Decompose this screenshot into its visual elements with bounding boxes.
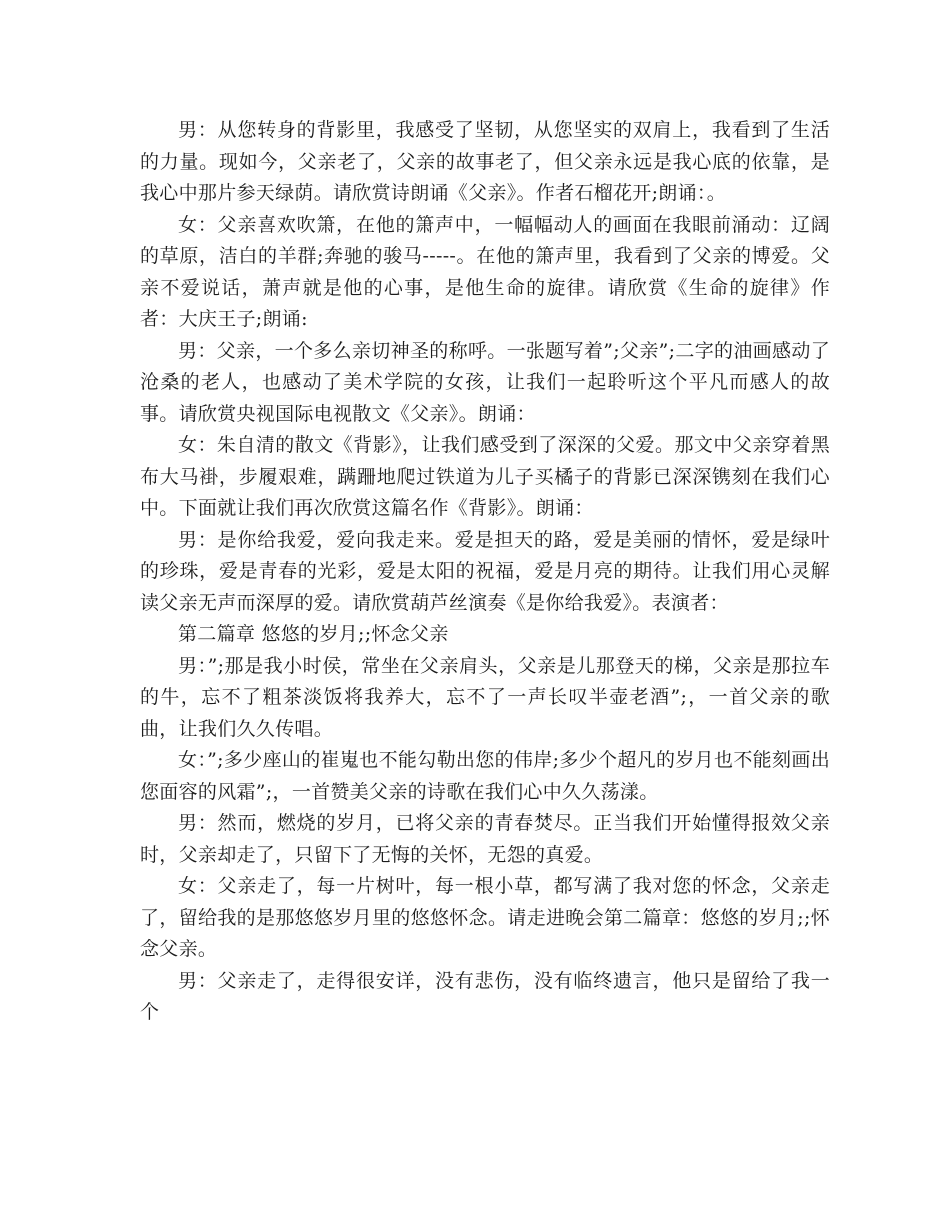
paragraph-male-6: 男：父亲走了，走得很安详，没有悲伤，没有临终遗言，他只是留给了我一个 (140, 969, 830, 1023)
document-body (140, 115, 830, 1029)
paragraph-female-2: 女：朱自清的散文《背影》，让我们感受到了深深的父爱。那文中父亲穿着黑布大马褂，步履艰难，蹒跚地爬过铁道为儿子买橘子的背影已深深镌刻在我们心中。下面就让我们再次欣赏这篇名作《背影》。朗诵： (140, 434, 830, 519)
paragraph-female-1: 女：父亲喜欢吹箫，在他的箫声中，一幅幅动人的画面在我眼前涌动：辽阔的草原，洁白的羊群;奔驰的骏马-----。在他的箫声里，我看到了父亲的博爱。父亲不爱说话，萧声就是他的心事，是他生命的旋律。请欣赏《生命的旋律》作者：大庆王子;朗诵: (140, 213, 830, 330)
paragraph-male-5: 男：然而，燃烧的岁月，已将父亲的青春焚尽。正当我们开始懂得报效父亲时，父亲却走了，只留下了无悔的关怀，无怨的真爱。 (140, 812, 830, 866)
paragraph-female-4: 女：父亲走了，每一片树叶，每一根小草，都写满了我对您的怀念，父亲走了，留给我的是那悠悠岁月里的悠悠怀念。请走进晚会第二篇章：悠悠的岁月;;怀念父亲。 (140, 875, 830, 960)
paragraph-male-2: 男：父亲，一个多么亲切神圣的称呼。一张题写着”;父亲”;二字的油画感动了沧桑的老人，也感动了美术学院的女孩，让我们一起聆听这个平凡而感人的故事。请欣赏央视国际电视散文《父亲》。朗诵： (140, 339, 830, 425)
paragraph-male-4: 男：”;那是我小时侯，常坐在父亲肩头，父亲是儿那登天的梯，父亲是那拉车的牛，忘不了粗茶淡饭将我养大，忘不了一声长叹半壶老酒”;，一首父亲的歌曲，让我们久久传唱。 (140, 654, 830, 740)
paragraph-female-3: 女：”;多少座山的崔嵬也不能勾勒出您的伟岸;多少个超凡的岁月也不能刻画出您面容的风霜”;，一首赞美父亲的诗歌在我们心中久久荡漾。 (140, 749, 830, 803)
paragraph-male-3: 男：是你给我爱，爱向我走来。爱是担天的路，爱是美丽的情怀，爱是绿叶的珍珠，爱是青春的光彩，爱是太阳的祝福，爱是月亮的期待。让我们用心灵解读父亲无声而深厚的爱。请欣赏葫芦丝演奏《是你给我爱》。表演者： (140, 528, 830, 614)
chapter-heading: 第二篇章 悠悠的岁月;;怀念父亲 (178, 623, 449, 645)
paragraph-male-1: 男：从您转身的背影里，我感受了坚韧，从您坚实的双肩上，我看到了生活的力量。现如今，父亲老了，父亲的故事老了，但父亲永远是我心底的依靠，是我心中那片参天绿荫。请欣赏诗朗诵《父亲》。作者石榴花开;朗诵：。 (140, 119, 830, 204)
